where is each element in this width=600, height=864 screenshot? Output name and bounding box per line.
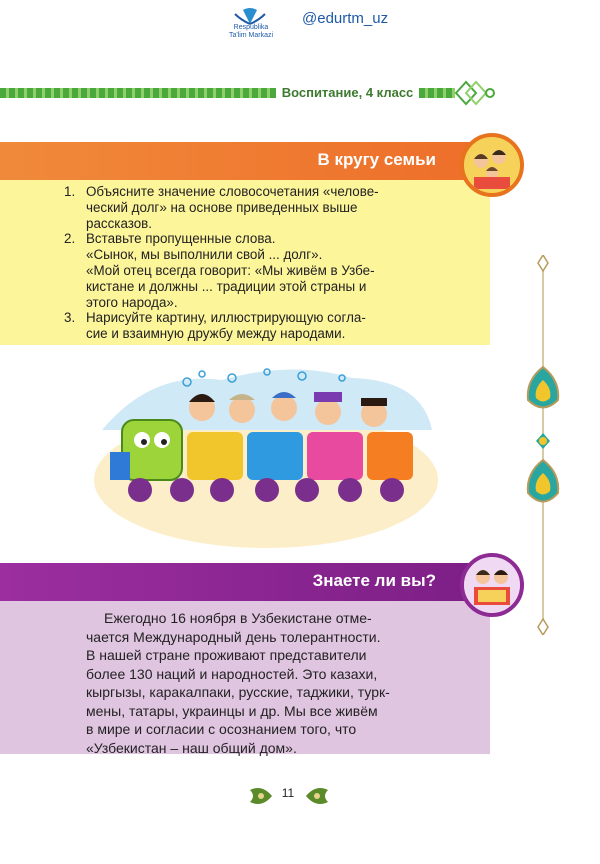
- item-line: «Сынок, мы выполнили свой ... долг».: [86, 247, 323, 263]
- paragraph-line: мены, татары, украинцы и др. Мы все живём: [86, 702, 378, 719]
- section2-header: [0, 563, 470, 601]
- item-line: рассказов.: [86, 215, 153, 231]
- side-ornament-icon: [518, 255, 568, 635]
- paragraph-line: кыргызы, каракалпаки, русские, таджики, турк-: [86, 684, 390, 700]
- item-line: кистане и должны ... традиции этой страны и: [86, 278, 367, 294]
- list-item: [64, 310, 438, 342]
- header-ribbon: [0, 88, 276, 98]
- paragraph-line: чается Международный день толерантности.: [86, 628, 381, 645]
- did-you-know-text: [86, 609, 432, 757]
- paragraph-line: более 130 наций и народностей. Это казахи,: [86, 665, 378, 682]
- train-illustration: [92, 360, 440, 550]
- paragraph-line: «Узбекистан – наш общий дом».: [86, 739, 297, 756]
- logo-line1: Respublika: [233, 24, 269, 31]
- paragraph-line: в мире и согласии с осознанием того, что: [86, 721, 357, 737]
- reading-children-avatar-icon: [460, 553, 524, 617]
- page-ornament-right-icon: [304, 784, 332, 808]
- list-item: [64, 184, 438, 231]
- task-list: [64, 184, 438, 342]
- item-number: 3.: [64, 310, 76, 326]
- social-handle: @edurtm_uz: [302, 10, 389, 27]
- section1-title: В кругу семьи: [317, 150, 436, 169]
- item-line: ческий долг» на основе приведенных выше: [86, 199, 358, 215]
- ornament-icon: [452, 78, 498, 108]
- item-line: сие и взаимную дружбу между народами.: [86, 326, 346, 342]
- section1-header: [0, 142, 470, 180]
- section2-title: Знаете ли вы?: [312, 571, 436, 590]
- page-number: 11: [281, 786, 295, 800]
- subject-label: Воспитание, 4 класс: [281, 85, 414, 100]
- logo-caption: [212, 24, 290, 40]
- item-line: Объясните значение словосочетания «челове-: [86, 184, 379, 199]
- paragraph-line: Ежегодно 16 ноября в Узбекистане отме-: [104, 610, 372, 626]
- item-number: 2.: [64, 231, 76, 247]
- header-ribbon-right: [419, 88, 455, 98]
- item-line: Вставьте пропущенные слова.: [86, 231, 276, 247]
- paragraph-line: В нашей стране проживают представители: [86, 647, 367, 663]
- item-line: «Мой отец всегда говорит: «Мы живём в Узбе-: [86, 262, 375, 278]
- item-line: этого народа».: [86, 294, 178, 310]
- list-item: [64, 231, 438, 310]
- item-number: 1.: [64, 184, 76, 199]
- item-line: Нарисуйте картину, иллюстрирующую согла-: [86, 310, 366, 326]
- page-ornament-left-icon: [246, 784, 274, 808]
- family-avatar-icon: [460, 133, 524, 197]
- logo-line2: Ta'lim Markazi: [228, 32, 274, 39]
